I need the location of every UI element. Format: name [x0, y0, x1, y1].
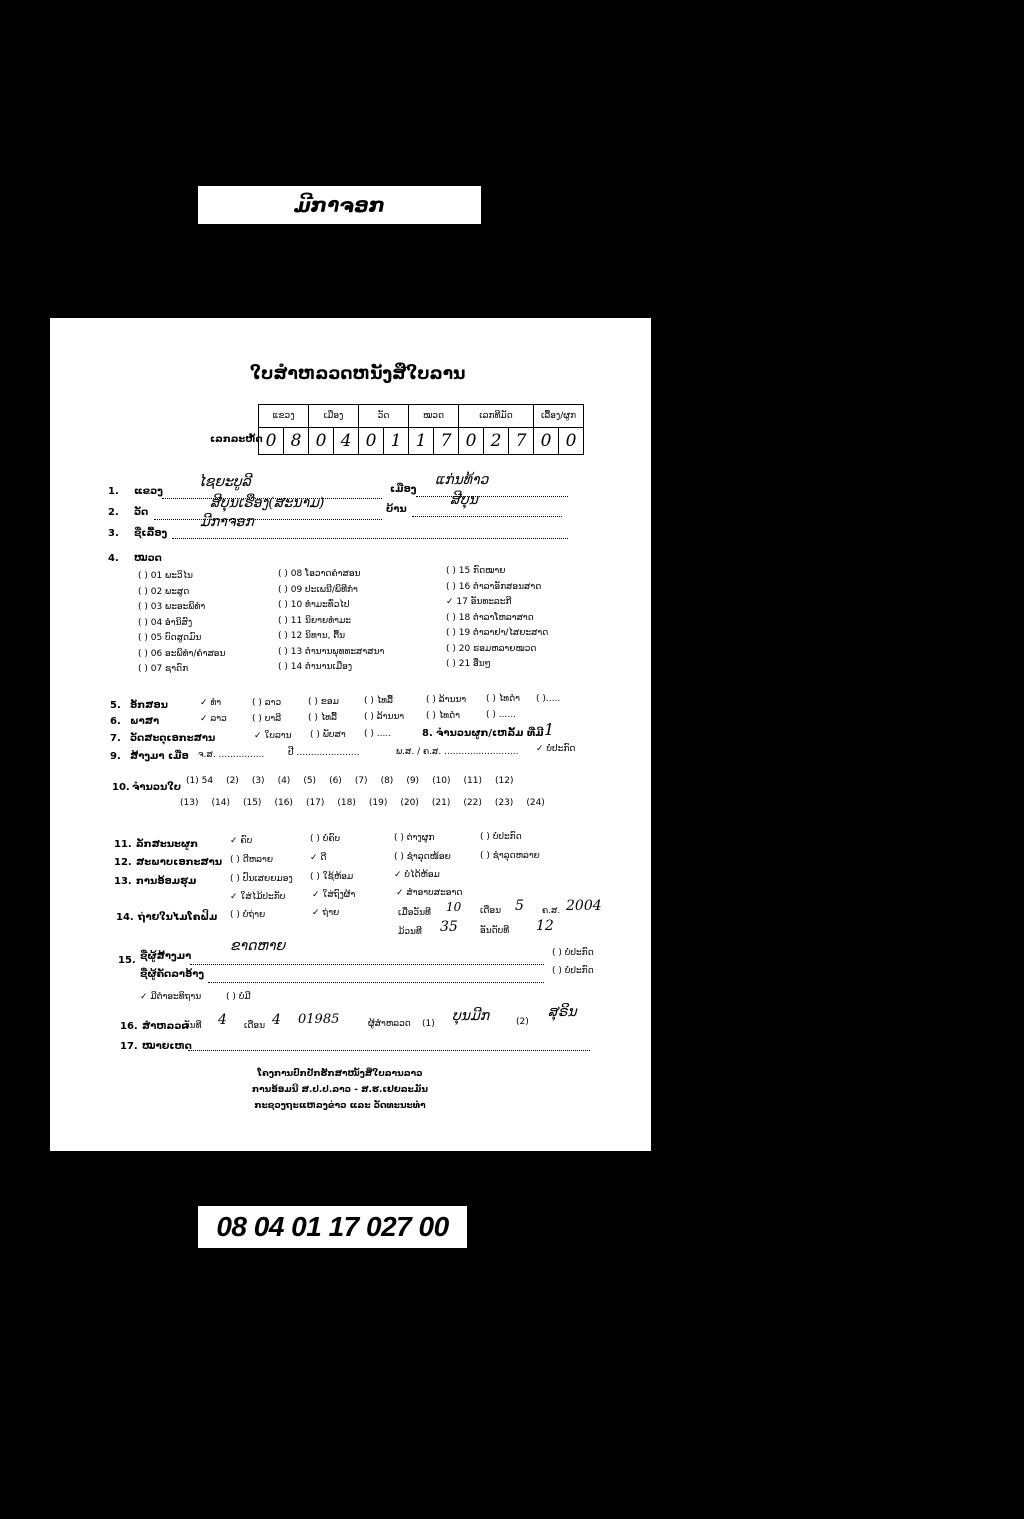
category-option[interactable]: ( ) 20 ຮອມຫລາຍໝວດ: [446, 643, 537, 654]
field-5-label: ອັກສອນ: [130, 700, 168, 711]
field-4-label: ໝວດ: [134, 553, 162, 564]
code-digit: 0: [309, 428, 334, 455]
microfilm-option[interactable]: ✓ ຖ່າຍ: [312, 908, 340, 918]
category-col-1: [138, 569, 225, 678]
form-footer: [200, 1066, 480, 1114]
microfilm-month-label: ເດືອນ: [480, 906, 502, 916]
microfilm-roll-label: ມ້ວນທີ: [398, 927, 422, 937]
dedication-option[interactable]: ( ) ບໍ່ມີ: [226, 992, 251, 1002]
survey-year: 01985: [298, 1012, 340, 1027]
field-14-label: ຖ່າຍໃນໄມໂຄຟິມ: [138, 912, 218, 923]
field-9-be: ພ.ສ. / ຄ.ສ. ..........................: [396, 747, 519, 757]
field-3-value: ມີກາຈອກ: [200, 514, 254, 530]
code-digit: 1: [409, 428, 434, 455]
category-option[interactable]: ( ) 04 ອໍານິສົງ: [138, 617, 193, 628]
copier-line: [208, 970, 544, 983]
code-header: ແຂວງ: [259, 405, 309, 428]
leaf-count-cell: (7): [354, 776, 368, 786]
code-digit: 0: [259, 428, 284, 455]
survey-month-label: ເດືອນ: [244, 1021, 266, 1031]
remarks-line: [188, 1038, 590, 1051]
field-14-num: 14.: [116, 912, 134, 923]
category-option[interactable]: ( ) 03 ພະອະພິທຳ: [138, 602, 206, 612]
field-1-value: ໄຊຍະບູລີ: [198, 474, 251, 490]
category-option[interactable]: ( ) 11 ນິຍາຍທຳມະ: [278, 615, 351, 626]
field-15-unknown-2[interactable]: ( ) ບໍ່ປະກົດ: [552, 966, 594, 976]
leaf-count-cell: (9): [406, 776, 420, 786]
leaf-count-cell: (19): [368, 798, 388, 808]
leaf-count-cell: (13): [180, 798, 199, 808]
microfilm-order-label: ອັນດັບທີ: [480, 926, 510, 936]
category-option[interactable]: ( ) 01 ພະວິໄນ: [138, 571, 193, 581]
form-title: ໃບສຳຫລວດຫນັງສືໃບລານ: [250, 364, 466, 384]
category-option[interactable]: ( ) 07 ຊາດົກ: [138, 664, 189, 674]
surveyor-2: ສຸຣິນ: [548, 1004, 577, 1020]
footer-code-text: 08 04 01 17 027 00: [216, 1211, 449, 1242]
field-7-num: 7.: [110, 733, 121, 744]
storage-option[interactable]: ✓ ບໍ່ໄດ້ຫ້ອມ: [394, 870, 440, 880]
leaf-count-cell: (6): [329, 776, 342, 786]
condition-option[interactable]: ( ) ຊຳລຸດຫລາຍ: [480, 851, 540, 861]
field-15-unknown-1[interactable]: ( ) ບໍ່ປະກົດ: [552, 948, 594, 958]
footer-line: ກະຊວງຖະແຫລງຂ່າວ ແລະ ວັດທະນະທຳ: [254, 1101, 426, 1111]
category-option[interactable]: ( ) 10 ທຳມະທົ່ວໄປ: [278, 600, 350, 610]
field-2-village-value: ສີບຸນ: [450, 492, 478, 508]
microfilm-month: 5: [515, 898, 524, 914]
field-2-village-label: ບ້ານ: [386, 504, 407, 515]
surveyor-1: ບຸນມີກ: [452, 1008, 490, 1024]
category-option[interactable]: ( ) 15 ກົດໝາຍ: [446, 566, 506, 576]
field-1-num: 1.: [108, 486, 119, 497]
leaf-count-cell: (20): [400, 798, 419, 808]
code-digit: 0: [534, 428, 559, 455]
field-3-num: 3.: [108, 528, 119, 539]
code-table: [258, 404, 584, 455]
field-2-label: ວັດ: [134, 507, 149, 518]
field-11-label: ລັກສະນະຜູກ: [136, 839, 199, 850]
field-6-label: ພາສາ: [130, 716, 160, 727]
category-option[interactable]: ( ) 18 ຕຳລາໂຫລາສາດ: [446, 612, 534, 623]
code-header: ເມືອງ: [309, 405, 359, 428]
leaf-count-row-1: [186, 776, 514, 786]
condition-option[interactable]: ( ) ຊຳລຸດໜ້ອຍ: [394, 852, 451, 862]
field-7-label: ວັດສະດຸເອກະສານ: [130, 733, 216, 744]
leaf-count-cell: (18): [337, 798, 356, 808]
code-header: ເລື້ອງ/ຜູກ: [534, 405, 584, 428]
leaf-count-cell: (10): [432, 776, 451, 786]
bundle-option[interactable]: ( ) ບໍ່ປະກົດ: [480, 832, 522, 842]
code-digit: 0: [459, 428, 484, 455]
surveyor-1-label: (1): [422, 1019, 435, 1029]
storage-option[interactable]: ✓ ໃສ່ຖົງຜ້າ: [312, 890, 356, 900]
microfilm-day: 10: [446, 900, 462, 914]
footer-code-tag: [198, 1206, 467, 1248]
field-15-label: ຊື່ຜູ້ສ້າງມາ: [140, 951, 192, 962]
category-option[interactable]: ( ) 21 ອື່ນໆ: [446, 659, 491, 669]
script-option[interactable]: ( ) ໄທດຳ: [486, 694, 520, 704]
surveyor-2-label: (2): [516, 1017, 529, 1027]
code-header-row: [259, 405, 584, 428]
field-9-year: ປີ ......................: [288, 748, 360, 758]
leaf-count-cell: (12): [495, 776, 514, 786]
survey-day-label: ວັນທີ: [184, 1021, 202, 1031]
language-option[interactable]: ( ) ......: [486, 710, 516, 720]
bundle-option[interactable]: ( ) ຕ່າງຜູກ: [394, 833, 435, 843]
microfilm-year-label: ຄ.ສ.: [542, 906, 561, 916]
field-12-num: 12.: [114, 857, 132, 868]
material-option[interactable]: ( ) .....: [364, 729, 392, 739]
survey-form-sheet: [50, 318, 651, 1151]
leaf-count-cell: (16): [274, 798, 293, 808]
code-digit: 7: [509, 428, 534, 455]
script-option[interactable]: ( ) ລ້ານນາ: [426, 695, 467, 705]
storage-option[interactable]: ✓ ໃສ່ໄມ້ປະກັບ: [230, 892, 286, 902]
code-digit: 0: [359, 428, 384, 455]
script-option[interactable]: ( ).....: [536, 694, 561, 704]
script-option[interactable]: ( ) ລາວ: [252, 698, 282, 708]
leaf-count-cell: (22): [463, 798, 482, 808]
code-header: ວັດ: [359, 405, 409, 428]
code-digit: 0: [559, 428, 584, 455]
code-digit: 4: [334, 428, 359, 455]
category-option[interactable]: ( ) 14 ຕຳນານເມືອງ: [278, 662, 353, 672]
material-option[interactable]: ( ) ພັບສາ: [310, 730, 346, 740]
field-10-num: 10.: [112, 782, 130, 793]
category-option[interactable]: ( ) 12 ນິທານ, ຕື້ນ: [278, 631, 346, 641]
storage-option[interactable]: ✓ ສຳອາບສະອາດ: [396, 888, 463, 898]
field-9-num: 9.: [110, 751, 121, 762]
leaf-count-cell: (15): [242, 798, 262, 808]
header-tag: [198, 186, 481, 224]
field-1-city-label: ເມືອງ: [390, 484, 417, 495]
category-option[interactable]: ( ) 13 ຕຳນານພຸທທະສາສນາ: [278, 646, 385, 657]
code-digit: 1: [384, 428, 409, 455]
survey-day: 4: [218, 1012, 227, 1028]
field-12-label: ສະພາບເອກະສານ: [136, 857, 223, 868]
microfilm-date-label: ເມື່ອວັນທີ: [398, 908, 431, 918]
code-header: ເລກທີມັດ: [459, 405, 534, 428]
category-option[interactable]: ( ) 09 ປະເພນີ/ພິທີກຳ: [278, 584, 358, 595]
field-15-num: 15.: [118, 955, 136, 966]
leaf-count-cell: (21): [431, 798, 451, 808]
code-digit: 7: [434, 428, 459, 455]
leaf-count-cell: (14): [211, 798, 230, 808]
field-2-num: 2.: [108, 507, 119, 518]
field-11-num: 11.: [114, 839, 132, 850]
microfilm-roll: 35: [440, 919, 458, 935]
field-3-label: ຊື່ເລື້ອງ: [134, 528, 168, 539]
condition-option[interactable]: ( ) ດີຫລາຍ: [230, 855, 274, 865]
material-option[interactable]: ✓ ໃບລານ: [254, 731, 292, 741]
field-13-num: 13.: [114, 876, 132, 887]
field-15-value: ຂາດຫາຍ: [230, 938, 286, 954]
surveyor-label: ຜູ້ສຳຫລວດ: [368, 1019, 411, 1029]
leaf-count-cell: (2): [226, 776, 239, 786]
field-8-label: ຈຳນວນຜູກ/ເຫລັ້ມ ທີ່ມີ: [436, 728, 544, 739]
leaf-count-cell: (23): [494, 798, 514, 808]
leaf-count-cell: (1) 54: [186, 776, 214, 786]
field-17-num: 17.: [120, 1041, 138, 1052]
script-option[interactable]: ( ) ໄທລື້: [364, 696, 393, 706]
condition-option[interactable]: ✓ ດີ: [310, 853, 327, 863]
header-tag-text: ມີກາຈອກ: [294, 193, 385, 217]
bundle-option[interactable]: ( ) ບໍ່ຄົບ: [310, 834, 341, 844]
category-option[interactable]: ( ) 06 ອະພິທຳ/ຄຳສອນ: [138, 648, 226, 659]
field-9-cs: ຈ.ສ. ................: [198, 750, 265, 760]
field-9-label: ສ້າງມາ ເມື່ອ: [130, 751, 189, 762]
field-10-label: ຈຳນວນໃບ: [132, 782, 182, 793]
field-17-label: ໝາຍເຫດ: [142, 1041, 192, 1052]
leaf-count-row-2: [180, 798, 545, 808]
script-option[interactable]: ✓ ທຳ: [200, 698, 222, 708]
field-8-value: 1: [544, 720, 555, 739]
bundle-option[interactable]: ✓ ຄົບ: [230, 836, 253, 846]
leaf-count-cell: (8): [380, 776, 394, 786]
field-4-num: 4.: [108, 553, 119, 564]
storage-option[interactable]: ( ) ປົນເສຍຍມອງ: [230, 874, 293, 884]
field-6-num: 6.: [110, 716, 121, 727]
code-digit: 2: [484, 428, 509, 455]
category-option[interactable]: ( ) 19 ຕຳລາຢາ/ໄສຍະສາດ: [446, 628, 549, 638]
category-option[interactable]: ( ) 02 ພະສູດ: [138, 586, 190, 597]
category-col-3: [446, 564, 548, 673]
category-col-2: [278, 567, 384, 676]
copier-label: ຊື່ຜູ້ຄັດລາອ້າງ: [140, 969, 205, 980]
field-5-num: 5.: [110, 700, 121, 711]
field-8-num: 8.: [422, 728, 433, 739]
leaf-count-cell: (17): [305, 798, 325, 808]
leaf-count-cell: (24): [526, 798, 545, 808]
field-1-label: ແຂວງ: [134, 486, 163, 497]
footer-line: ໂຄງການປົກປັກຮັກສາໜັງສືໃບລານລາວ: [257, 1069, 423, 1079]
field-2-value: ສີບຸນເຮືອງ(ສະນາມ): [210, 495, 325, 511]
leaf-count-cell: (11): [463, 776, 483, 786]
code-digit: 8: [284, 428, 309, 455]
microfilm-option[interactable]: ( ) ບໍ່ຖ່າຍ: [230, 910, 266, 920]
leaf-count-cell: (3): [251, 776, 265, 786]
code-header: ໝວດ: [409, 405, 459, 428]
language-option[interactable]: ( ) ລ້ານນາ: [364, 712, 405, 722]
language-option[interactable]: ( ) ໄທລື້: [308, 713, 337, 723]
language-option[interactable]: ✓ ລາວ: [200, 714, 227, 724]
footer-line: ການອ້ອມນີ ສ.ປ.ປ.ລາວ - ສ.ຮ.ເຢຍລະມັນ: [252, 1085, 428, 1095]
category-option[interactable]: ( ) 16 ຕຳລາອັກສອນສາດ: [446, 581, 542, 592]
field-2-village-line: [412, 504, 562, 517]
category-option[interactable]: ✓ 17 ອັນທະລະກີ: [446, 597, 512, 607]
language-option[interactable]: ( ) ບາລີ: [252, 714, 282, 724]
field-1-city-value: ແກ່ນທ້າວ: [435, 472, 489, 488]
dedication-option[interactable]: ✓ ມີຕຳອະທິຖານ: [140, 992, 202, 1002]
script-option[interactable]: ( ) ຂອມ: [308, 697, 339, 707]
survey-month: 4: [272, 1012, 281, 1028]
field-16-label: ສຳຫລວດ: [142, 1021, 189, 1032]
leaf-count-cell: (4): [277, 776, 291, 786]
category-option[interactable]: ( ) 08 ໂອວາດຄຳສອນ: [278, 569, 361, 579]
microfilm-year: 2004: [566, 898, 602, 914]
storage-option[interactable]: ( ) ໃຊ້ຫ້ອມ: [310, 872, 354, 882]
leaf-count-cell: (5): [303, 776, 317, 786]
category-option[interactable]: ( ) 05 ບົດສູດມົນ: [138, 633, 202, 643]
microfilm-order: 12: [536, 918, 554, 934]
code-digit-row: [259, 428, 584, 455]
language-option[interactable]: ( ) ໄທດຳ: [426, 711, 460, 721]
field-16-num: 16.: [120, 1021, 138, 1032]
field-9-unknown[interactable]: ✓ ບໍ່ປະກົດ: [536, 744, 576, 754]
code-label: ເລກລະຫັດ: [210, 434, 263, 445]
field-13-label: ການອ້ອມຮຸມ: [136, 876, 197, 887]
